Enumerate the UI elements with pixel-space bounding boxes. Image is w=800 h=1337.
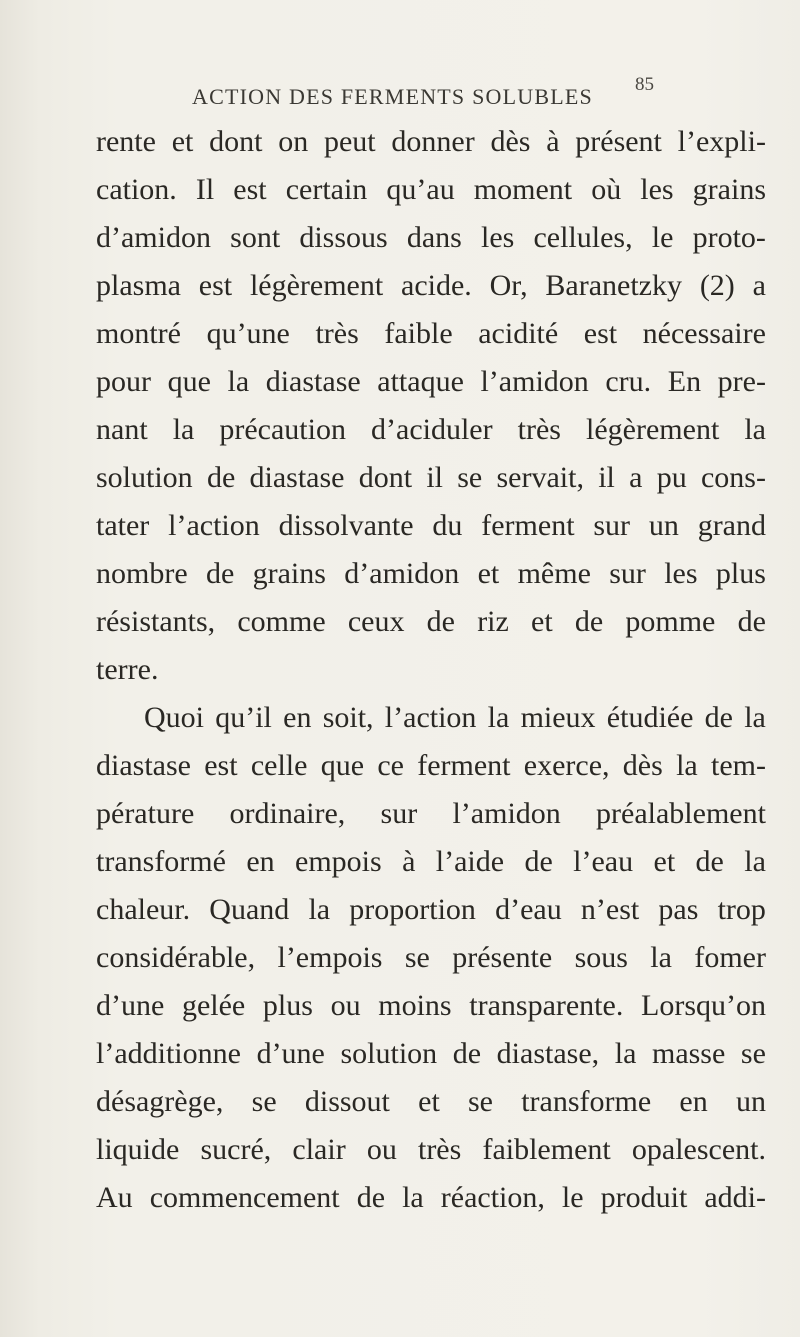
text-line: Quoi qu’il en soit, l’action la mieux étudiée de la — [144, 701, 766, 734]
body-text — [96, 118, 766, 1222]
text-line: tater l’action dissolvante du ferment sur un grand — [96, 509, 766, 542]
text-line: résistants, comme ceux de riz et de pomme de — [96, 605, 766, 638]
text-line: plasma est légèrement acide. Or, Baranetzky (2) a — [96, 269, 766, 302]
text-line: diastase est celle que ce ferment exerce, dès la tem- — [96, 749, 766, 782]
running-title: ACTION DES FERMENTS SOLUBLES — [192, 84, 593, 109]
text-line: nombre de grains d’amidon et même sur les plus — [96, 557, 766, 590]
page-number: 85 — [635, 74, 654, 95]
text-line: désagrège, se dissout et se transforme en un — [96, 1085, 766, 1118]
text-line: nant la précaution d’aciduler très légèrement la — [96, 413, 766, 446]
text-line: montré qu’une très faible acidité est nécessaire — [96, 317, 766, 350]
text-line: pérature ordinaire, sur l’amidon préalablement — [96, 797, 766, 830]
text-line: chaleur. Quand la proportion d’eau n’est pas trop — [96, 893, 766, 926]
text-line: Au commencement de la réaction, le produit addi- — [96, 1181, 766, 1214]
text-line: transformé en empois à l’aide de l’eau et de la — [96, 845, 766, 878]
text-line: terre. — [96, 653, 159, 686]
text-line: d’une gelée plus ou moins transparente. Lorsqu’on — [96, 989, 766, 1022]
text-line: pour que la diastase attaque l’amidon cru. En pre- — [96, 365, 766, 398]
text-line: d’amidon sont dissous dans les cellules, le proto- — [96, 221, 766, 254]
text-line: liquide sucré, clair ou très faiblement opalescent. — [96, 1133, 766, 1166]
text-line: l’additionne d’une solution de diastase, la masse se — [96, 1037, 766, 1070]
text-line: considérable, l’empois se présente sous la fomer — [96, 941, 766, 974]
text-line: solution de diastase dont il se servait, il a pu cons- — [96, 461, 766, 494]
text-line: rente et dont on peut donner dès à présent l’expli- — [96, 125, 766, 158]
text-line: cation. Il est certain qu’au moment où les grains — [96, 173, 766, 206]
